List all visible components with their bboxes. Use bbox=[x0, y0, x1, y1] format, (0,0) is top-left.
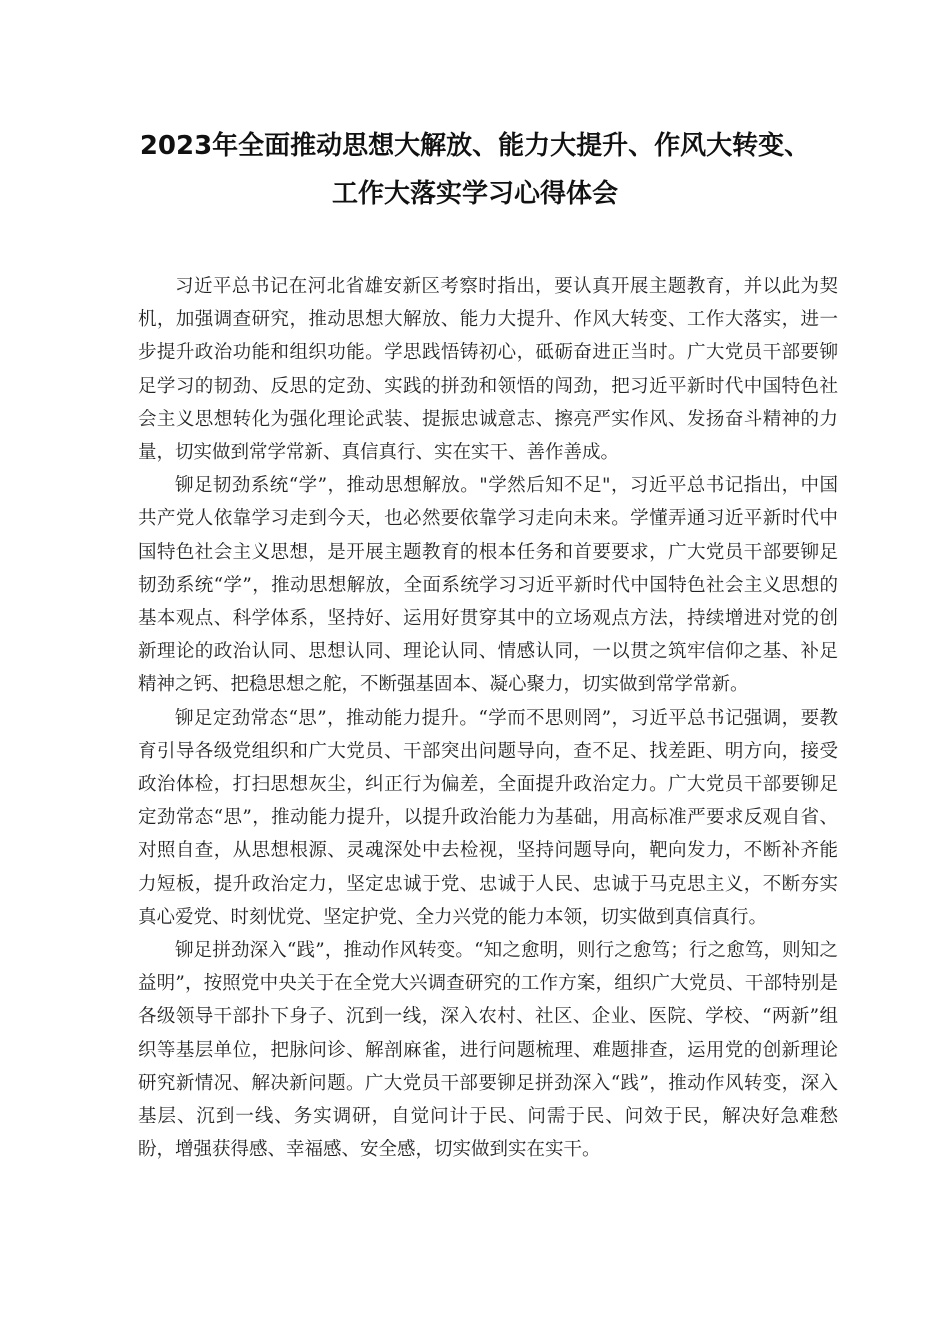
document-body bbox=[138, 270, 838, 1166]
document-title-line-2: 工作大落实学习心得体会 bbox=[331, 179, 618, 209]
paragraph-practice: 铆足拼劲深入“践”，推动作风转变。“知之愈明，则行之愈笃；行之愈笃，则知之益明”，按照党中央关于在全党大兴调查研究的工作方案，组织广大党员、干部特别是各级领导干部扑下身子、沉到一线，深入农村、社区、企业、医院、学校、“两新”组织等基层单位，把脉问诊、解剖麻雀，进行问题梳理、难题排查，运用党的创新理论研究新情况、解决新问题。广大党员干部要铆足拼劲深入“践”，推动作风转变，深入基层、沉到一线、务实调研，自觉问计于民、问需于民、问效于民，解决好急难愁盼，增强获得感、幸福感、安全感，切实做到实在实干。 bbox=[138, 940, 838, 1161]
paragraph-study: 铆足韧劲系统“学”，推动思想解放。"学然后知不足"，习近平总书记指出，中国共产党人依靠学习走到今天，也必然要依靠学习走向未来。学懂弄通习近平新时代中国特色社会主义思想，是开展主题教育的根本任务和首要要求，广大党员干部要铆足韧劲系统“学”，推动思想解放，全面系统学习习近平新时代中国特色社会主义思想的基本观点、科学体系，坚持好、运用好贯穿其中的立场观点方法，持续增进对党的创新理论的政治认同、思想认同、理论认同、情感认同，一以贯之筑牢信仰之基、补足精神之钙、把稳思想之舵，不断强基固本、凝心聚力，切实做到常学常新。 bbox=[138, 475, 838, 696]
paragraph-reflect: 铆足定劲常态“思”，推动能力提升。“学而不思则罔”，习近平总书记强调，要教育引导各级党组织和广大党员、干部突出问题导向，查不足、找差距、明方向，接受政治体检，打扫思想灰尘，纠正行为偏差，全面提升政治定力。广大党员干部要铆足定劲常态“思”，推动能力提升，以提升政治能力为基础，用高标准严要求反观自省、对照自查，从思想根源、灵魂深处中去检视，坚持问题导向，靶向发力，不断补齐能力短板，提升政治定力，坚定忠诚于党、忠诚于人民、忠诚于马克思主义，不断夯实真心爱党、时刻忧党、坚定护党、全力兴党的能力本领，切实做到真信真行。 bbox=[138, 707, 838, 928]
document-title bbox=[100, 122, 850, 218]
document-title-line-1: 2023年全面推动思想大解放、能力大提升、作风大转变、 bbox=[139, 131, 811, 161]
paragraph-intro: 习近平总书记在河北省雄安新区考察时指出，要认真开展主题教育，并以此为契机，加强调查研究，推动思想大解放、能力大提升、作风大转变、工作大落实，进一步提升政治功能和组织功能。学思践悟铸初心，砥砺奋进正当时。广大党员干部要铆足学习的韧劲、反思的定劲、实践的拼劲和领悟的闯劲，把习近平新时代中国特色社会主义思想转化为强化理论武装、提振忠诚意志、擦亮严实作风、发扬奋斗精神的力量，切实做到常学常新、真信真行、实在实干、善作善成。 bbox=[138, 276, 838, 464]
